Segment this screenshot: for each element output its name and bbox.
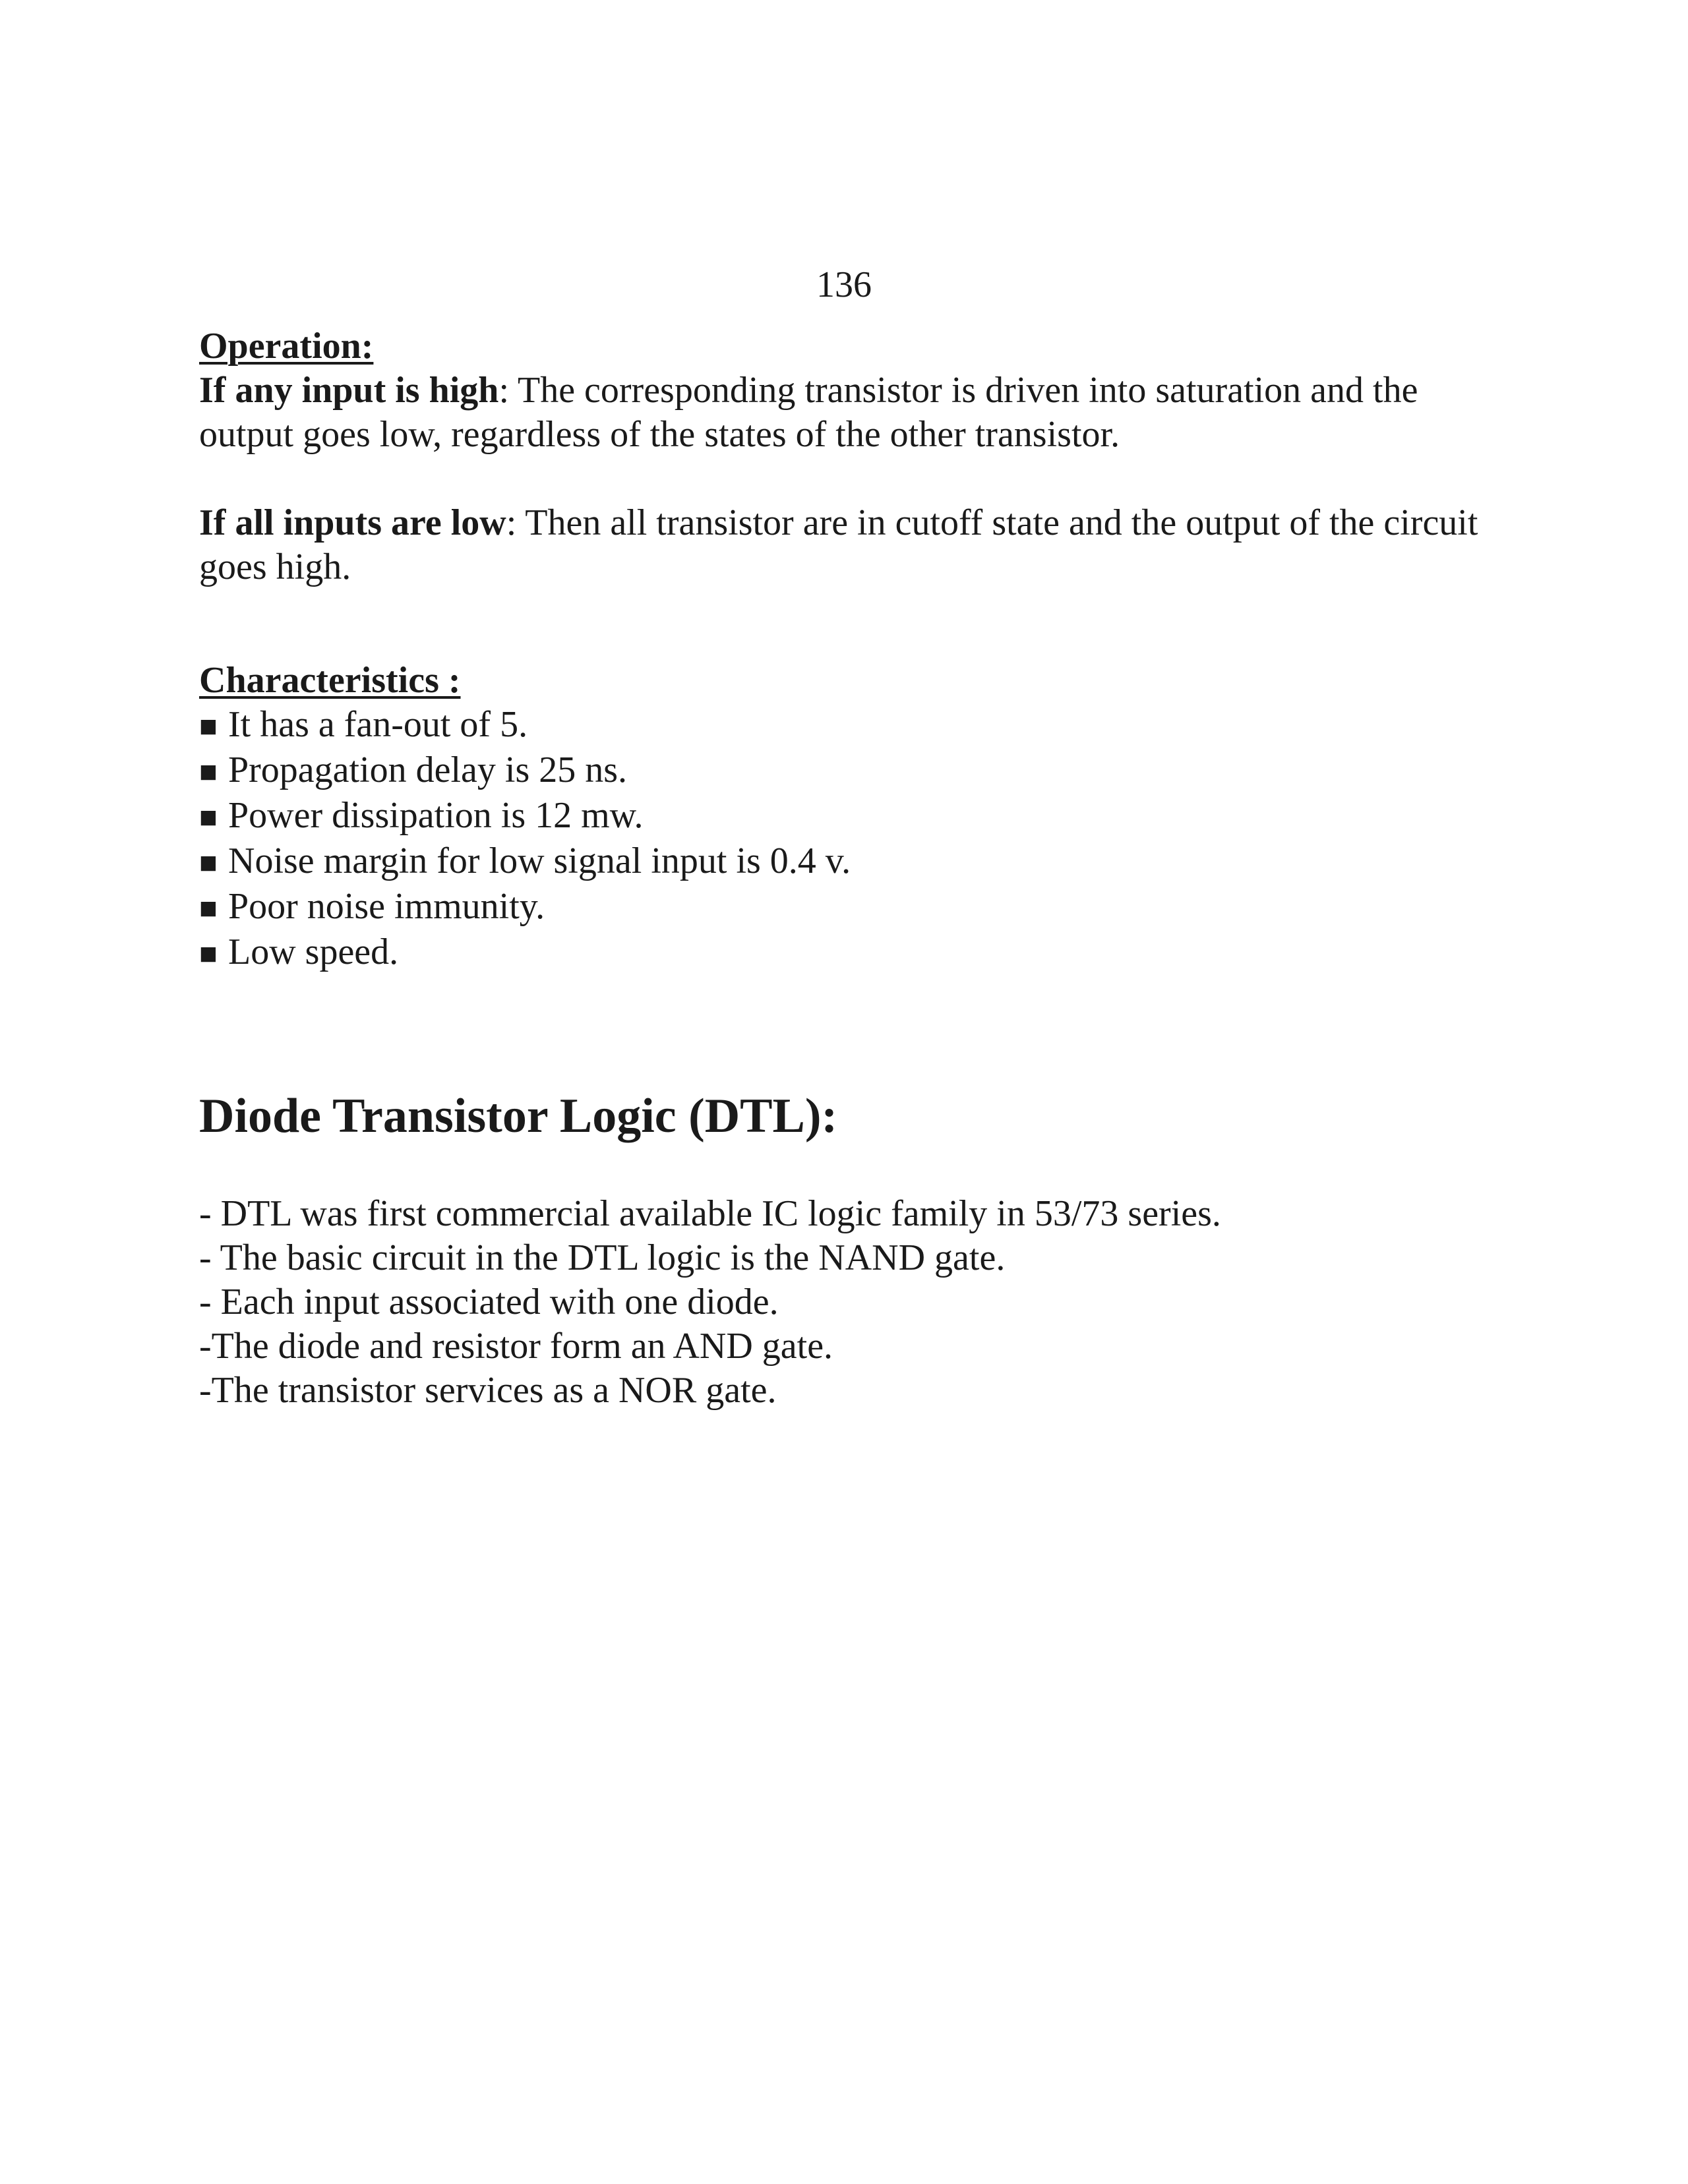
dtl-points-list bbox=[199, 1192, 1221, 1413]
paragraph-spacer bbox=[199, 457, 1518, 501]
operation-paragraph-any-high bbox=[199, 369, 1518, 457]
operation-lead-all-low: If all inputs are low bbox=[199, 502, 506, 543]
operation-lead-any-high: If any input is high bbox=[199, 370, 499, 411]
list-item: - The basic circuit in the DTL logic is the NAND gate. bbox=[199, 1237, 1006, 1278]
characteristic-text: It has a fan-out of 5. bbox=[228, 704, 528, 745]
bullet-square-icon: ■ bbox=[199, 755, 218, 788]
bullet-square-icon: ■ bbox=[199, 800, 218, 834]
list-item: - Each input associated with one diode. bbox=[199, 1282, 779, 1322]
list-item bbox=[199, 885, 1518, 930]
operation-text-any-high: : The corresponding transistor is driven into saturation and the output goes low, regardless of the states of the other transistor. bbox=[199, 370, 1418, 455]
bullet-square-icon: ■ bbox=[199, 709, 218, 743]
dtl-section-title: Diode Transistor Logic (DTL): bbox=[199, 1089, 838, 1143]
list-item bbox=[199, 703, 1518, 748]
bullet-square-icon: ■ bbox=[199, 891, 218, 925]
list-item: -The transistor services as a NOR gate. bbox=[199, 1370, 777, 1411]
list-item bbox=[199, 794, 1518, 839]
characteristic-text: Power dissipation is 12 mw. bbox=[228, 795, 644, 836]
operation-and-characteristics bbox=[199, 324, 1518, 976]
list-item: - DTL was first commercial available IC logic family in 53/73 series. bbox=[199, 1193, 1221, 1234]
bullet-square-icon: ■ bbox=[199, 937, 218, 970]
operation-heading: Operation: bbox=[199, 326, 374, 367]
list-item bbox=[199, 930, 1518, 976]
characteristic-text: Poor noise immunity. bbox=[228, 886, 545, 927]
characteristic-text: Noise margin for low signal input is 0.4 v. bbox=[228, 841, 851, 881]
bullet-square-icon: ■ bbox=[199, 846, 218, 879]
characteristics-list bbox=[199, 703, 1518, 976]
section-spacer bbox=[199, 589, 1518, 659]
operation-text-all-low: : Then all transistor are in cutoff state and the output of the circuit goes high. bbox=[199, 502, 1478, 587]
characteristics-heading: Characteristics : bbox=[199, 660, 461, 701]
characteristic-text: Low speed. bbox=[228, 931, 399, 972]
list-item bbox=[199, 839, 1518, 885]
list-item: -The diode and resistor form an AND gate. bbox=[199, 1326, 833, 1367]
list-item bbox=[199, 748, 1518, 794]
characteristic-text: Propagation delay is 25 ns. bbox=[228, 750, 628, 790]
operation-paragraph-all-low bbox=[199, 501, 1518, 589]
page-number: 136 bbox=[816, 264, 872, 305]
